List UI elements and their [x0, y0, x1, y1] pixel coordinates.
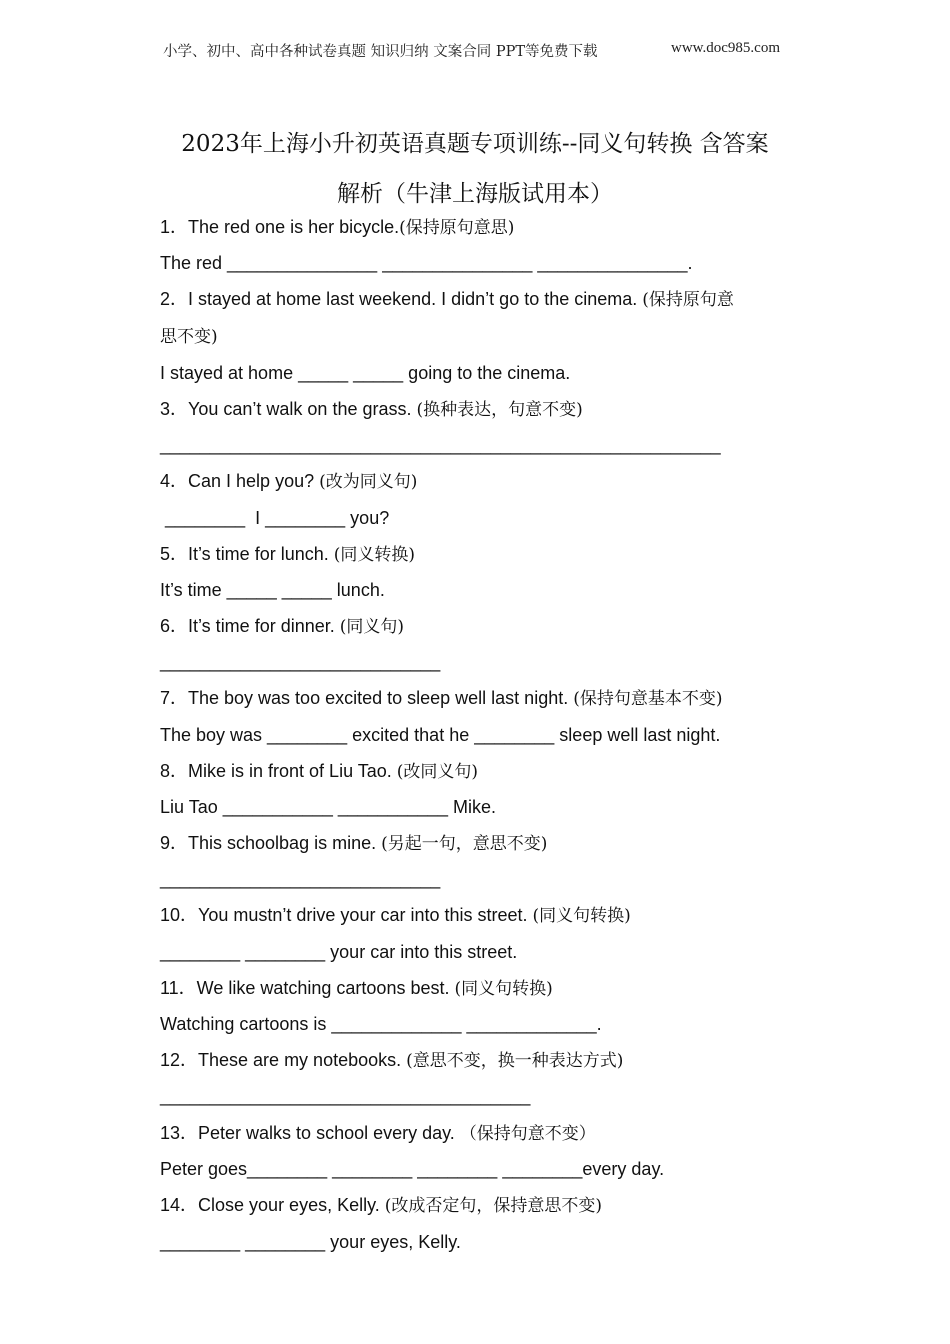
question-5: 5．It’s time for lunch. (同义转换) — [160, 544, 415, 565]
question-10: 10．You mustn’t drive your car into this street. (同义句转换) — [160, 905, 631, 926]
document-title: 2023年上海小升初英语真题专项训练--同义句转换 含答案 — [181, 131, 769, 157]
question-8: 8．Mike is in front of Liu Tao. (改同义句) — [160, 761, 479, 782]
answer-line-4: ________ I ________ you? — [160, 508, 390, 528]
question-6: 6．It’s time for dinner. (同义句) — [160, 616, 405, 637]
answer-line-1: The red _______________ _______________ _______________. — [160, 253, 693, 273]
header-text: 小学、初中、高中各种试卷真题 知识归纳 文案合同 PPT等免费下载 — [163, 44, 598, 60]
document-title-line2: 解析（牛津上海版试用本） — [337, 181, 613, 207]
page-header — [163, 40, 803, 61]
answer-line-3: ________________________________________________________ — [160, 435, 721, 455]
question-2-note-cont: 思不变) — [160, 327, 218, 347]
header-site-link[interactable]: www.doc985.com — [671, 40, 781, 56]
answer-line-8: Liu Tao ___________ ___________ Mike. — [160, 797, 496, 817]
answer-line-13: Peter goes________ ________ ________ ________every day. — [160, 1159, 665, 1179]
answer-line-7: The boy was ________ excited that he ________ sleep well last night. — [160, 725, 721, 745]
answer-line-14: ________ ________ your eyes, Kelly. — [160, 1232, 461, 1252]
question-4: 4．Can I help you? (改为同义句) — [160, 471, 418, 492]
answer-line-9: ____________________________ — [160, 869, 441, 889]
answer-line-10: ________ ________ your car into this street. — [160, 942, 518, 962]
question-13: 13．Peter walks to school every day. （保持句意不变） — [160, 1123, 596, 1144]
question-2: 2．I stayed at home last weekend. I didn’t go to the cinema. (保持原句意 — [160, 289, 734, 310]
answer-line-11: Watching cartoons is _____________ _____________. — [160, 1014, 602, 1034]
question-11: 11．We like watching cartoons best. (同义句转换) — [160, 978, 553, 999]
question-9: 9．This schoolbag is mine. (另起一句，意思不变) — [160, 833, 548, 854]
answer-line-12: _____________________________________ — [160, 1086, 531, 1106]
question-1: 1．The red one is her bicycle.(保持原句意思) — [160, 217, 515, 238]
question-3: 3．You can’t walk on the grass. (换种表达，句意不变) — [160, 399, 583, 420]
question-7: 7．The boy was too excited to sleep well last night. (保持句意基本不变) — [160, 688, 723, 709]
answer-line-2: I stayed at home _____ _____ going to the cinema. — [160, 363, 571, 383]
question-14: 14．Close your eyes, Kelly. (改成否定句，保持意思不变) — [160, 1195, 603, 1216]
answer-line-6: ____________________________ — [160, 652, 441, 672]
answer-line-5: It’s time _____ _____ lunch. — [160, 580, 385, 600]
question-12: 12．These are my notebooks. (意思不变，换一种表达方式) — [160, 1050, 624, 1071]
